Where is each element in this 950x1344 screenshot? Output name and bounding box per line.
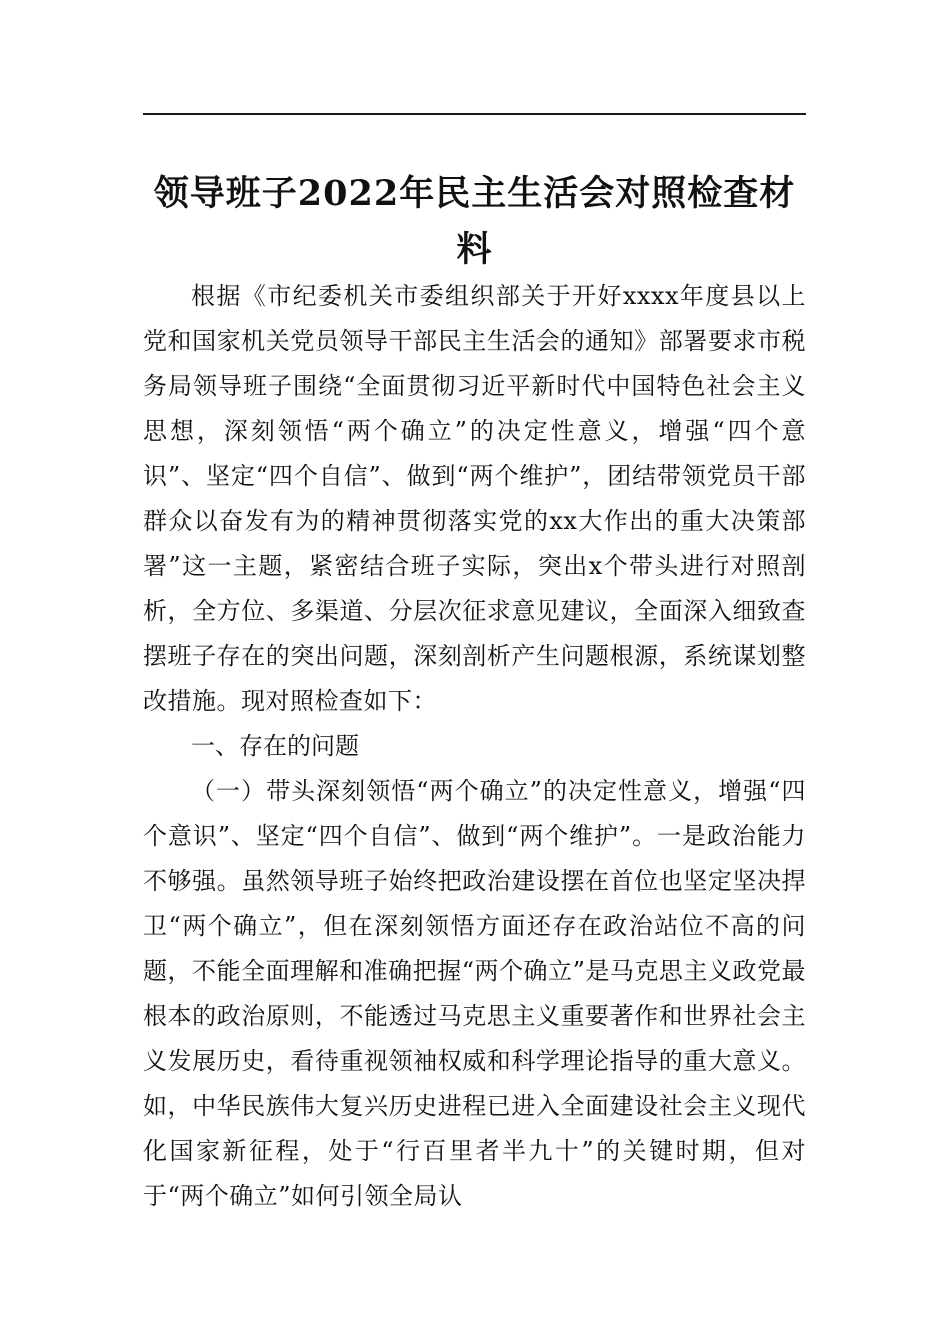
document-body bbox=[143, 274, 806, 1219]
document-title: 领导班子2022年民主生活会对照检查材料 bbox=[153, 173, 796, 270]
subsection-paragraph: （一）带头深刻领悟“两个确立”的决定性意义，增强“四个意识”、坚定“四个自信”、做到“两个维护”。一是政治能力不够强。虽然领导班子始终把政治建设摆在首位也坚定坚决捍卫“两个确立”，但在深刻领悟方面还存在政治站位不高的问题，不能全面理解和准确把握“两个确立”是马克思主义政党最根本的政治原则，不能透过马克思主义重要著作和世界社会主义发展历史，看待重视领袖权威和科学理论指导的重大意义。如，中华民族伟大复兴历史进程已进入全面建设社会主义现代化国家新征程，处于“行百里者半九十”的关键时期，但对于“两个确立”如何引领全局认 bbox=[143, 777, 806, 1210]
header-rule bbox=[143, 113, 806, 115]
intro-paragraph: 根据《市纪委机关市委组织部关于开好xxxx年度县以上党和国家机关党员领导干部民主生活会的通知》部署要求市税务局领导班子围绕“全面贯彻习近平新时代中国特色社会主义思想，深刻领悟“两个确立”的决定性意义，增强“四个意识”、坚定“四个自信”、做到“两个维护”，团结带领党员干部群众以奋发有为的精神贯彻落实党的xx大作出的重大决策部署”这一主题，紧密结合班子实际，突出x个带头进行对照剖析，全方位、多渠道、分层次征求意见建议，全面深入细致查摆班子存在的突出问题，深刻剖析产生问题根源，系统谋划整改措施。现对照检查如下： bbox=[143, 282, 806, 715]
section-heading: 一、存在的问题 bbox=[191, 732, 359, 760]
